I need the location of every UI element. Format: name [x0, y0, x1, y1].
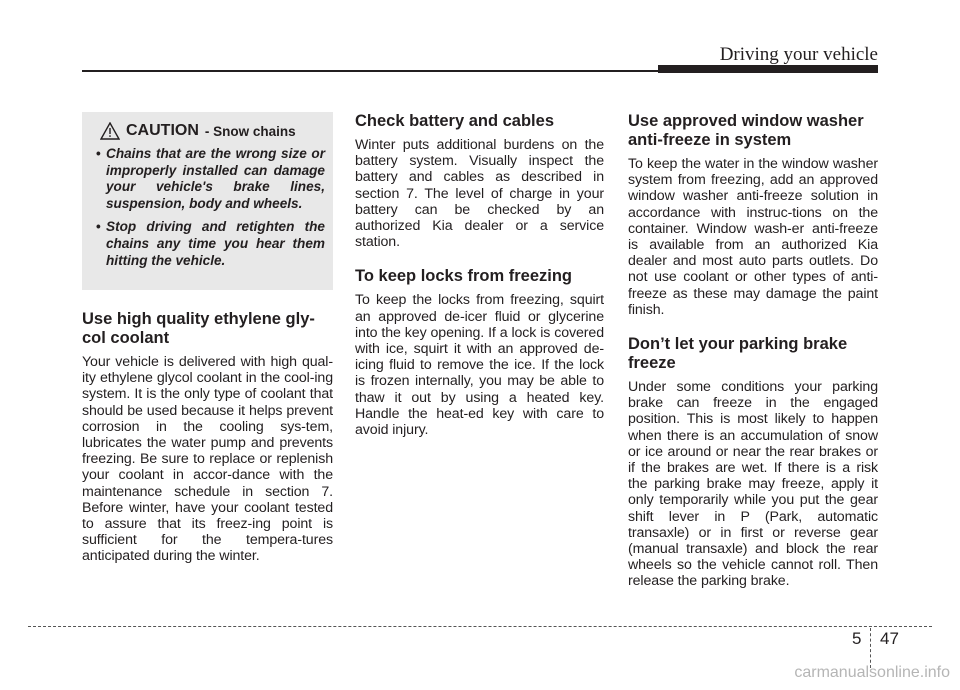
section-heading: Use approved window washer anti-freeze in system — [628, 112, 864, 149]
caution-subtitle: - Snow chains — [204, 123, 296, 139]
warning-triangle-icon — [100, 122, 120, 140]
chapter-number: 5 — [852, 629, 862, 648]
section-heading: Don’t let your parking brake freeze — [628, 335, 848, 373]
section-heading: To keep locks from freezing — [355, 267, 572, 286]
column-right — [628, 112, 878, 607]
column-left — [82, 310, 333, 582]
caution-title: CAUTION — [126, 122, 199, 139]
page-number-divider — [870, 628, 871, 668]
caution-item: • Chains that are the wrong size or improperly installed can damage your vehicle's brake lines, suspension, body and wheels. — [96, 146, 325, 211]
header-rule-accent — [658, 65, 878, 73]
section-body: To keep the locks from freezing, squirt an approved de-icer fluid or glycerine into the key opening. If a lock is covered with ice, squirt it with an approved de-icing fluid to remove the ice. If the lock is frozen internally, you may be able to thaw it out by using a heated key. Handle the heat-ed key with care to avoid injury. — [355, 292, 604, 439]
caution-box — [82, 112, 333, 290]
footer-rule — [28, 626, 932, 627]
section-battery — [355, 112, 604, 250]
section-locks — [355, 267, 604, 438]
page-number: 47 — [880, 629, 899, 648]
section-heading: Use high quality ethylene gly-col coolant — [82, 310, 315, 347]
caution-item: • Stop driving and retighten the chains any time you hear them hitting the vehicle. — [96, 219, 325, 268]
column-middle — [355, 112, 604, 455]
section-body: Winter puts additional burdens on the battery system. Visually inspect the battery and cables as described in section 7. The level of charge in your battery can be checked by an authorized Kia dealer or a service station. — [355, 137, 604, 251]
watermark: carmanualsonline.info — [794, 664, 950, 681]
section-body: Under some conditions your parking brake can freeze in the engaged position. This is most likely to happen when there is an accumulation of snow or ice around or near the rear brakes or if the brakes are wet. If there is a risk the parking brake may freeze, apply it only temporarily while you put the gear shift lever in P (Park, automatic transaxle) or in first or reverse gear (manual transaxle) and block the rear wheels so the vehicle cannot roll. Then release the parking brake. — [628, 379, 878, 590]
section-parking-brake — [628, 335, 878, 590]
section-coolant — [82, 310, 333, 565]
section-body: Your vehicle is delivered with high qual-ity ethylene glycol coolant in the cool-ing system. It is the only type of coolant that should be used because it helps prevent corrosion in the cooling sys-tem, lubricates the water pump and prevents freezing. Be sure to replace or replenish your coolant in accor-dance with the maintenance schedule in section 7. Before winter, have your coolant tested to assure that its freez-ing point is sufficient for the tempera-tures anticipated during the winter. — [82, 354, 333, 565]
caution-header — [100, 122, 325, 140]
section-body: To keep the water in the window washer system from freezing, add an approved window washer anti-freeze solution in accordance with instruc-tions on the container. Window wash-er anti-freeze is available from an authorized Kia dealer and most auto parts outlets. Do not use coolant or other types of anti-freeze as these may damage the paint finish. — [628, 156, 878, 318]
section-heading: Check battery and cables — [355, 112, 554, 130]
section-washer — [628, 112, 878, 318]
running-header: Driving your vehicle — [719, 44, 878, 65]
caution-list — [92, 146, 325, 269]
